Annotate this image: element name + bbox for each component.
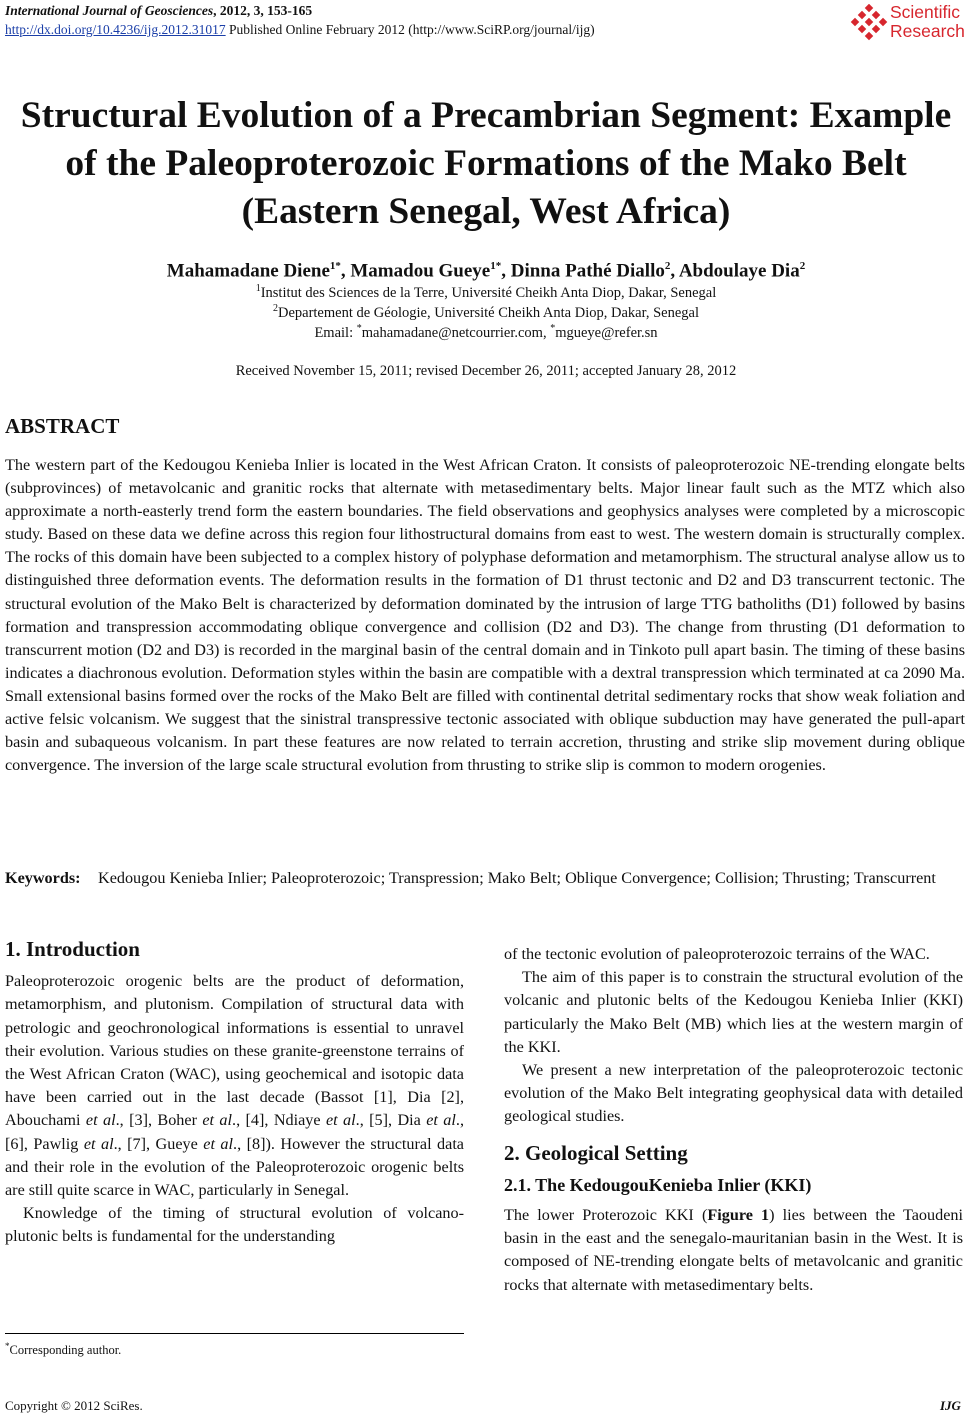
title-line-2: of the Paleoproterozoic Formations of the Mako Belt bbox=[65, 143, 907, 184]
email-sup: * bbox=[356, 323, 362, 334]
intro-paragraph-aim: The aim of this paper is to constrain the structural evolution of the volcanic and plutonic belts of the Kedougou Kenieba Inlier (KKI) particularly the Mako Belt (MB) which lies at the western margin of the KKI. bbox=[504, 968, 963, 1056]
copyright-notice: Copyright © 2012 SciRes. bbox=[5, 1398, 143, 1413]
received-dates: Received November 15, 2011; revised December 26, 2011; accepted January 28, 2012 bbox=[235, 363, 737, 379]
author-name: Abdoulaye Dia bbox=[678, 260, 800, 282]
author-sup: 1* bbox=[329, 260, 341, 272]
author-name: Mamadou Gueye bbox=[350, 260, 491, 282]
journal-volume: , 2012, 3, 153-165 bbox=[213, 3, 313, 18]
et-al: et al bbox=[325, 1111, 356, 1130]
section-heading-introduction: 1. Introduction bbox=[5, 937, 140, 961]
text-run: ) lies between the Taoudeni basin in the east and the senegalo-mauritanian basin in the West. It is composed of NE-trending elongate belts of metavolcanic and granitic rocks that alternate with metasedimentary belts. bbox=[504, 1206, 963, 1294]
journal-abbreviation: IJG bbox=[940, 1398, 961, 1413]
affiliation-1 bbox=[0, 280, 972, 302]
author-separator: , bbox=[340, 260, 351, 282]
et-al: et al bbox=[202, 1111, 233, 1130]
right-column bbox=[504, 943, 963, 1297]
footnote-sup: * bbox=[5, 1341, 10, 1351]
figure-reference[interactable]: Figure 1 bbox=[707, 1206, 770, 1225]
author-sup: 2 bbox=[799, 260, 806, 272]
section-heading-geological-setting: 2. Geological Setting bbox=[504, 1140, 688, 1165]
intro-paragraph-cont: of the tectonic evolution of paleoproterozoic terrains of the WAC. bbox=[504, 945, 930, 963]
abstract-heading: ABSTRACT bbox=[5, 414, 120, 438]
footnote-text: Corresponding author. bbox=[9, 1343, 122, 1358]
author-sup: 2 bbox=[664, 260, 671, 272]
text-run: ., [6], Pawlig bbox=[5, 1111, 464, 1153]
title-line-1: Structural Evolution of a Precambrian Segment: Example bbox=[20, 95, 952, 136]
intro-paragraph-present: We present a new interpretation of the paleoproterozoic tectonic evolution of the Mako Belt integrating geophysical data with detailed geological studies. bbox=[504, 1061, 963, 1126]
email-sup: * bbox=[550, 323, 556, 334]
journal-name: International Journal of Geosciences bbox=[5, 3, 214, 18]
email-2: mgueye@refer.sn bbox=[555, 324, 658, 341]
author-separator: , bbox=[501, 260, 511, 282]
logo-diamond-icon bbox=[850, 4, 888, 42]
title-line-3: (Eastern Senegal, West Africa) bbox=[241, 191, 731, 232]
text-run: ., [3], Boher bbox=[115, 1111, 203, 1130]
affiliation-text: Institut des Sciences de la Terre, Université Cheikh Anta Diop, Dakar, Senegal bbox=[260, 284, 717, 301]
et-al: et al bbox=[83, 1134, 114, 1153]
et-al: et al bbox=[426, 1111, 456, 1130]
footnote bbox=[5, 1341, 121, 1358]
intro-paragraph-1 bbox=[5, 970, 464, 1202]
text-run: ., [4], Ndiaye bbox=[232, 1111, 326, 1130]
doi-line bbox=[5, 21, 595, 39]
author-separator: , bbox=[670, 260, 679, 282]
intro-paragraph-2: Knowledge of the timing of structural evolution of volcano-plutonic belts is fundamental for the understanding bbox=[5, 1204, 464, 1246]
et-al: et al bbox=[203, 1134, 234, 1153]
logo-line-1: Scientific bbox=[890, 2, 961, 22]
author-sup: 1* bbox=[490, 260, 502, 272]
scientific-research-logo bbox=[850, 2, 972, 46]
affiliation-sup: 1 bbox=[255, 283, 261, 294]
author-name: Dinna Pathé Diallo bbox=[510, 260, 665, 282]
doi-link[interactable]: http://dx.doi.org/10.4236/ijg.2012.31017 bbox=[5, 22, 226, 37]
journal-citation bbox=[5, 2, 312, 20]
keywords-label: Keywords: bbox=[5, 869, 81, 887]
text-run: The lower Proterozoic KKI ( bbox=[504, 1206, 708, 1225]
logo-line-2: Research bbox=[890, 21, 965, 41]
author-name: Mahamadane Diene bbox=[166, 260, 330, 282]
kki-paragraph bbox=[504, 1204, 963, 1297]
text-run: ., [8]). However the structural data and their role in the evolution of the Paleoproterozoic orogenic belts are still quite scarce in WAC, particularly in Senegal. bbox=[5, 1134, 464, 1200]
email-label: Email: bbox=[314, 324, 357, 341]
paper-title bbox=[0, 92, 972, 236]
affiliation-sup: 2 bbox=[272, 303, 278, 314]
left-column bbox=[5, 938, 464, 1249]
published-info: Published Online February 2012 (http://www.SciRP.org/journal/ijg) bbox=[225, 22, 595, 37]
logo-wordmark bbox=[890, 3, 965, 41]
affiliation-text: Departement de Géologie, Université Cheikh Anta Diop, Dakar, Senegal bbox=[277, 304, 699, 321]
text-run: ., [5], Dia bbox=[355, 1111, 427, 1130]
email-1: mahamadane@netcourrier.com, bbox=[361, 324, 551, 341]
subsection-heading-kki: 2.1. The KedougouKenieba Inlier (KKI) bbox=[504, 1174, 812, 1195]
email-line bbox=[0, 320, 972, 342]
keywords-text: Kedougou Kenieba Inlier; Paleoproterozoic; Transpression; Mako Belt; Oblique Convergence; Collision; Thrusting; Transcurrent bbox=[98, 869, 936, 887]
abstract-text: The western part of the Kedougou Kenieba Inlier is located in the West African Craton. It consists of paleoproterozoic NE-trending elongate belts (subprovinces) of metavolcanic and granitic rocks that alternate with metasedimentary belts. Major linear fault such as the MTZ which also approximate a north-easterly trend form the eastern boundaries. The field observations and geophysics analyses were completed by a microscopic study. Based on these data we define across this region four lithostructural domains from east to west. The western domain is structurally complex. The rocks of this domain have been subjected to a complex history of polyphase deformation and metamorphism. The structural analyse allow us to distinguished three deformation events. The deformation results in the formation of D1 thrust tectonic and D2 and D3 transcurrent tectonic. The structural evolution of the Mako Belt is characterized by deformation dominated by the intrusion of large TTG batholiths (D1) followed by basins formation and transpression accommodating oblique convergence and collision (D2 and D3). The change from thrusting (D1 deformation to transcurrent motion (D2 and D3) is recorded in the marginal basin of the central domain and in Tinkoto pull apart basin. The timing of these basins indicates a diachronous evolution. Deformation styles within the basin are compatible with a dextral transpression which terminated at ca 2090 Ma. Small extensional basins formed over the rocks of the Mako Belt are filled with continental detrital sedimentary rocks that show weak foliation and active felsic volcanism. We suggest that the sinistral transpressive tectonic associated with oblique subduction may have generated the pull-apart basin and subaqueous volcanism. In part these features are now related to terrain accretion, thrusting and strike slip movement during oblique convergence. The inversion of the large scale structural evolution from thrusting to strike slip is common to modern orogenies. bbox=[5, 456, 965, 775]
affiliation-2 bbox=[0, 300, 972, 322]
footnote-divider bbox=[5, 1333, 464, 1334]
et-al: et al bbox=[85, 1111, 116, 1130]
text-run: ., [7], Gueye bbox=[113, 1134, 204, 1153]
author-list bbox=[0, 254, 972, 283]
text-run: Paleoproterozoic orogenic belts are the product of deformation, metamorphism, and plutonism. Compilation of structural data with petrologic and geochronological informations is essential to unravel their evolution. Various studies on these granite-greenstone terrains of the West African Craton (WAC), using geochemical and isotopic data have been carried out in the last decade (Bassot [1], Dia [2], Abouchami bbox=[5, 972, 464, 1130]
